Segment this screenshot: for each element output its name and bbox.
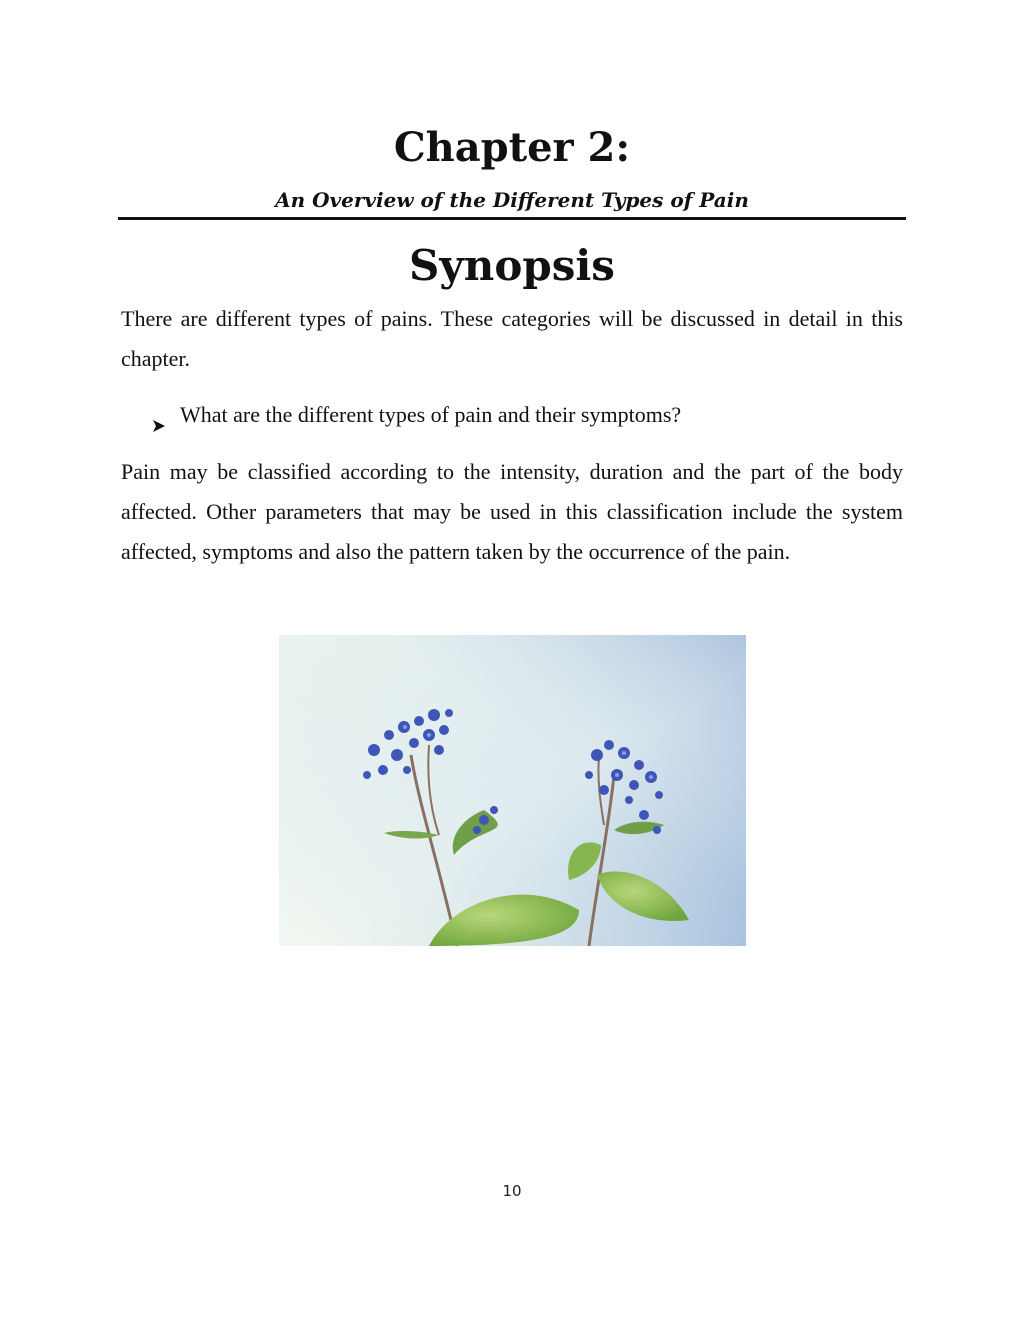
arrowhead-bullet-icon <box>152 408 166 422</box>
chapter-subtitle: An Overview of the Different Types of Pain <box>275 188 749 212</box>
title-divider <box>118 217 906 220</box>
body-paragraph: Pain may be classified according to the intensity, duration and the part of the body affected. Other parameters that may be used in this classification include the system affected, symptoms and also the pattern taken by the occurrence of the pain. <box>121 459 903 564</box>
bullet-item <box>152 397 681 433</box>
intro-paragraph: There are different types of pains. These categories will be discussed in detail in this chapter. <box>121 306 903 371</box>
flower-photo <box>279 635 746 946</box>
chapter-title: Chapter 2: <box>393 124 631 171</box>
page-number: 10 <box>502 1182 522 1200</box>
bullet-text: What are the different types of pain and their symptoms? <box>180 402 682 427</box>
synopsis-heading: Synopsis <box>409 241 615 290</box>
